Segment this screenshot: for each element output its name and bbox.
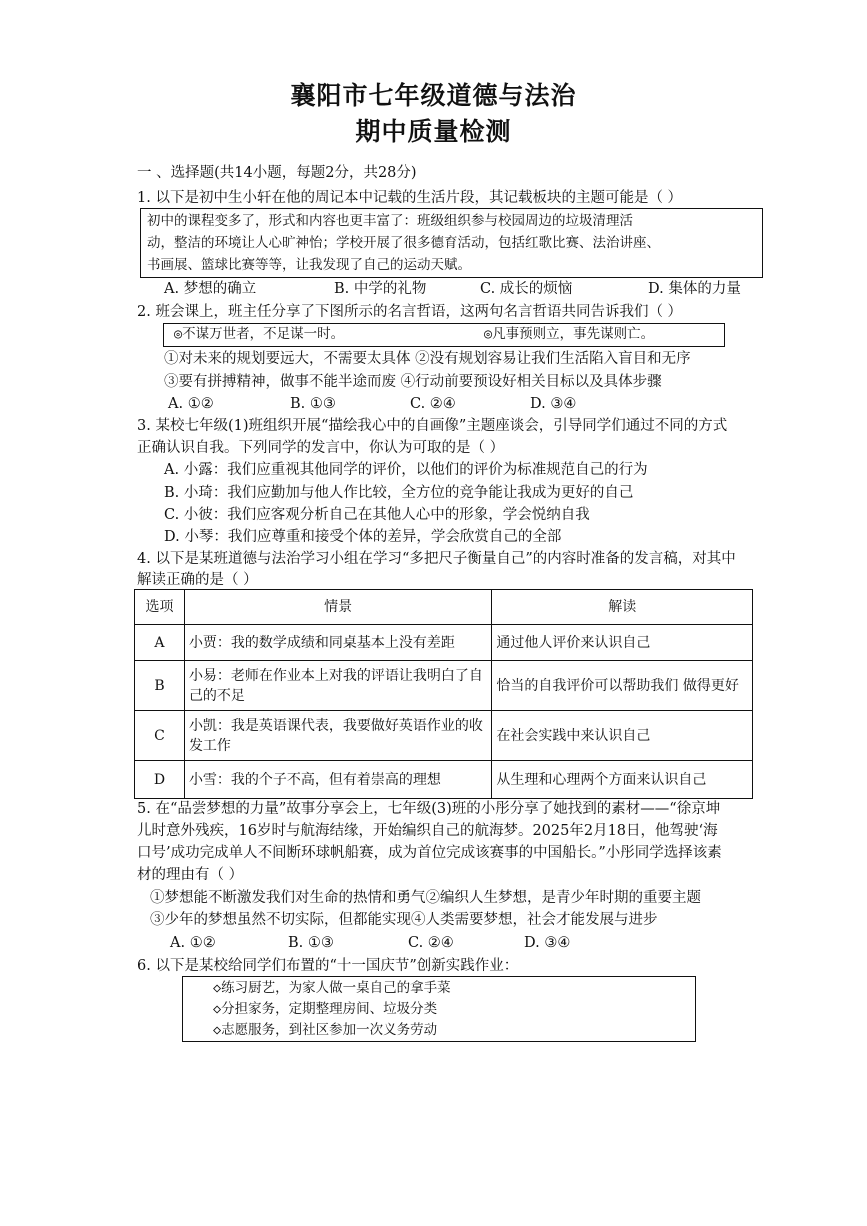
q1-box-line: 初中的课程变多了，形式和内容也更丰富了：班级组织参与校园周边的垃圾清理活 <box>147 213 633 229</box>
table-cell-reading: 恰当的自我评价可以帮助我们 做得更好 <box>492 661 753 711</box>
table-cell-option: C <box>135 711 185 761</box>
table-cell-scene: 小易：老师在作业本上对我的评语让我明白了自己的不足 <box>184 661 491 711</box>
q6-assignment-item: ◇志愿服务，到社区参加一次义务劳动 <box>213 1022 438 1038</box>
exam-subtitle: 期中质量检测 <box>355 117 512 146</box>
table-cell-option: B <box>135 661 185 711</box>
q4-stem: 解读正确的是（ ） <box>137 572 258 588</box>
q5-stem: 5. 在“品尝梦想的力量”故事分享会上，七年级(3)班的小彤分享了她找到的素材——“徐京坤 <box>137 801 721 817</box>
q1-diary-box <box>140 208 763 278</box>
exam-title: 襄阳市七年级道德与法治 <box>290 81 577 110</box>
q4-table <box>134 589 753 799</box>
q2-items-line: ①对未来的规划要远大，不需要太具体 ②没有规划容易让我们生活陷入盲目和无序 <box>164 351 691 367</box>
q5-option-c: C. ②④ <box>408 935 454 951</box>
q6-assignment-box <box>182 976 696 1042</box>
q4-stem: 4. 以下是某班道德与法治学习小组在学习“多把尺子衡量自己”的内容时准备的发言稿，对其中 <box>137 551 736 567</box>
q2-quote-right: ◎凡事预则立，事先谋则亡。 <box>484 326 655 342</box>
q5-items-line: ③少年的梦想虽然不切实际，但都能实现④人类需要梦想，社会才能发展与进步 <box>150 912 658 928</box>
table-cell-option: D <box>135 761 185 799</box>
q2-quote-box <box>163 323 725 347</box>
q5-stem: 口号’成功完成单人不间断环球帆船赛，成为首位完成该赛事的中国船长。”小彤同学选择该素 <box>137 845 722 861</box>
q1-option-b: B. 中学的礼物 <box>334 281 427 297</box>
q3-stem: 正确认识自我。下列同学的发言中，你认为可取的是（ ） <box>137 440 505 456</box>
table-row <box>135 625 753 661</box>
q2-stem: 2. 班会课上，班主任分享了下图所示的名言哲语，这两句名言哲语共同告诉我们（ ） <box>137 304 683 320</box>
q1-option-c: C. 成长的烦恼 <box>480 281 573 297</box>
q1-option-a: A. 梦想的确立 <box>164 281 257 297</box>
table-cell-reading: 在社会实践中来认识自己 <box>492 711 753 761</box>
q3-option-c: C. 小彼：我们应客观分析自己在其他人心中的形象，学会悦纳自我 <box>164 507 590 523</box>
q2-quote-left: ◎不谋万世者，不足谋一时。 <box>174 326 345 342</box>
table-header-cell: 解读 <box>492 590 753 625</box>
q6-assignment-item: ◇练习厨艺，为家人做一桌自己的拿手菜 <box>213 980 451 996</box>
section-heading: 一 、选择题(共14小题，每题2分，共28分) <box>137 165 417 181</box>
q6-stem: 6. 以下是某校给同学们布置的“十一国庆节”创新实践作业： <box>137 958 519 974</box>
q5-stem: 儿时意外残疾，16岁时与航海结缘，开始编织自己的航海梦。2025年2月18日，他驾驶‘海 <box>137 823 718 839</box>
table-row <box>135 711 753 761</box>
table-header-cell: 选项 <box>135 590 185 625</box>
q2-items-line: ③要有拼搏精神，做事不能半途而废 ④行动前要预设好相关目标以及具体步骤 <box>164 374 662 390</box>
table-cell-scene: 小贾：我的数学成绩和同桌基本上没有差距 <box>184 625 491 661</box>
q2-option-a: A. ①② <box>168 396 214 412</box>
q3-option-b: B. 小琦：我们应勤加与他人作比较，全方位的竞争能让我成为更好的自己 <box>164 485 634 501</box>
q5-option-b: B. ①③ <box>288 935 334 951</box>
q2-option-c: C. ②④ <box>410 396 456 412</box>
table-header-row <box>135 590 753 625</box>
q5-option-a: A. ①② <box>170 935 216 951</box>
table-cell-scene: 小凯：我是英语课代表，我要做好英语作业的收发工作 <box>184 711 491 761</box>
q1-option-d: D. 集体的力量 <box>648 281 741 297</box>
table-row <box>135 661 753 711</box>
q1-box-line: 动，整洁的环境让人心旷神怡；学校开展了很多德育活动，包括红歌比赛、法治讲座、 <box>147 235 660 251</box>
table-cell-scene: 小雪：我的个子不高，但有着崇高的理想 <box>184 761 491 799</box>
q5-option-d: D. ③④ <box>524 935 571 951</box>
q1-box-line: 书画展、篮球比赛等等，让我发现了自己的运动天赋。 <box>147 257 471 273</box>
q2-option-d: D. ③④ <box>530 396 577 412</box>
q1-stem: 1. 以下是初中生小轩在他的周记本中记载的生活片段，其记载板块的主题可能是（ ） <box>137 190 683 206</box>
table-row <box>135 761 753 799</box>
q5-items-line: ①梦想能不断激发我们对生命的热情和勇气②编织人生梦想，是青少年时期的重要主题 <box>150 890 701 906</box>
table-cell-reading: 从生理和心理两个方面来认识自己 <box>492 761 753 799</box>
q3-option-d: D. 小琴：我们应尊重和接受个体的差异，学会欣赏自己的全部 <box>164 529 562 545</box>
table-cell-reading: 通过他人评价来认识自己 <box>492 625 753 661</box>
q5-stem: 材的理由有（ ） <box>137 867 244 883</box>
table-cell-option: A <box>135 625 185 661</box>
q3-option-a: A. 小露：我们应重视其他同学的评价，以他们的评价为标准规范自己的行为 <box>164 462 648 478</box>
q6-assignment-item: ◇分担家务，定期整理房间、垃圾分类 <box>213 1001 438 1017</box>
table-header-cell: 情景 <box>184 590 491 625</box>
q2-option-b: B. ①③ <box>290 396 336 412</box>
q3-stem: 3. 某校七年级(1)班组织开展“描绘我心中的自画像”主题座谈会，引导同学们通过不同的方式 <box>137 418 728 434</box>
